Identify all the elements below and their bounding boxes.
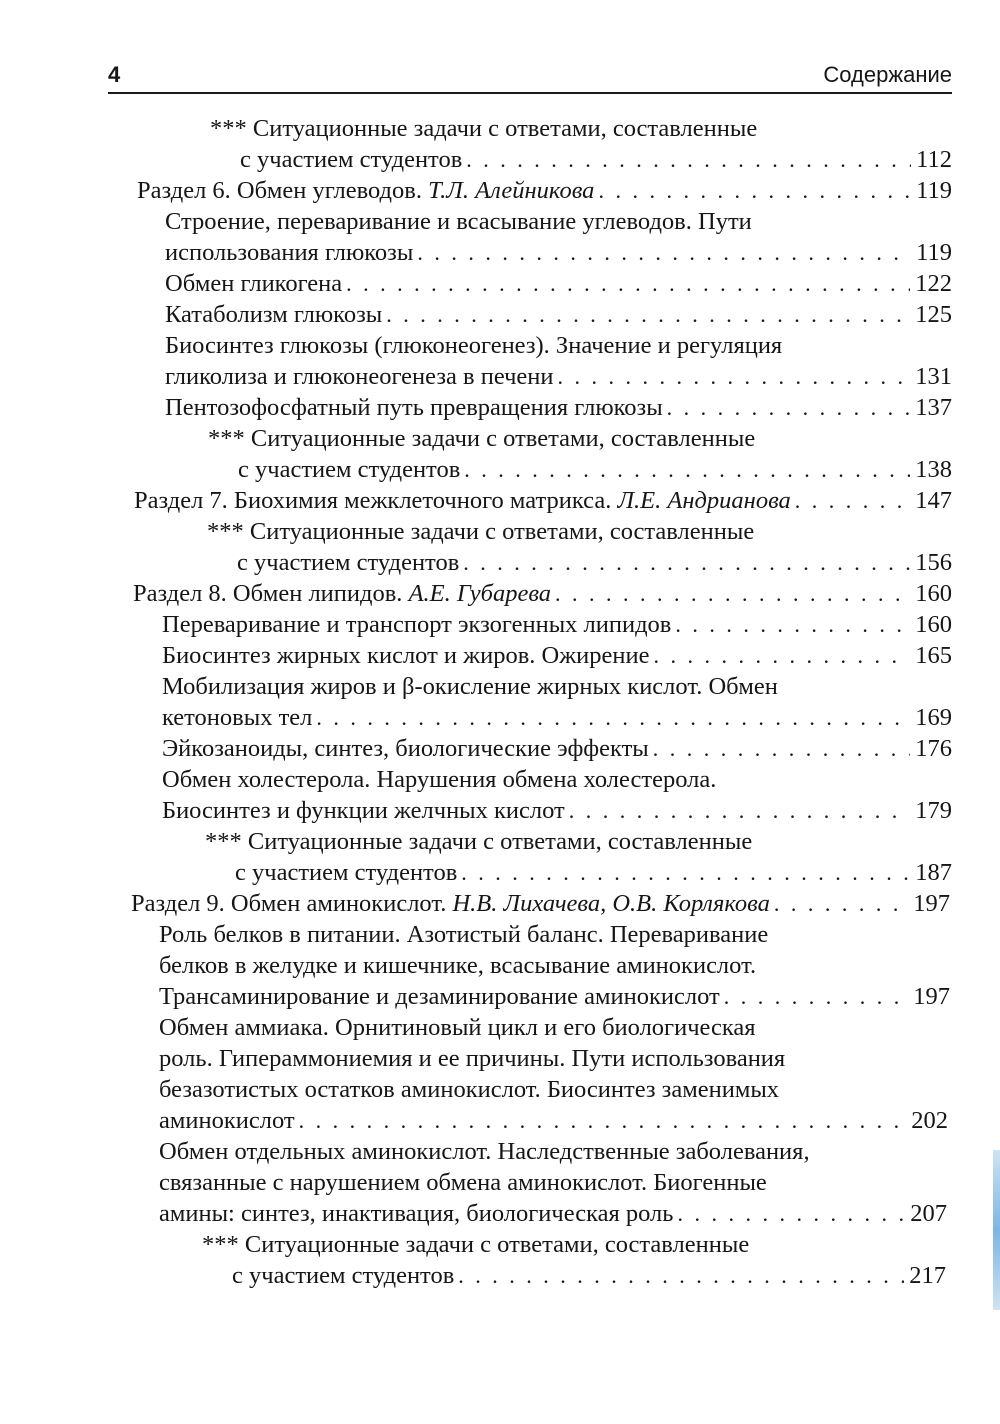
toc-entry-text: безазотистых остатков аминокислот. Биосинтез заменимых — [159, 1076, 780, 1103]
toc-entry-text: кетоновых тел — [162, 704, 313, 731]
toc-line — [162, 609, 952, 640]
toc-entry-text: амины: синтез, инактивация, биологическая роль — [159, 1200, 674, 1227]
toc-entry-title — [165, 299, 382, 330]
toc-page-number[interactable]: 207 — [910, 1200, 947, 1227]
toc-line — [165, 330, 782, 361]
dot-leader — [463, 547, 910, 578]
dot-leader — [417, 237, 911, 268]
toc-line — [162, 795, 952, 826]
toc-line — [237, 547, 952, 578]
dot-leader — [299, 1105, 907, 1136]
toc-page-number[interactable]: 119 — [916, 239, 952, 266]
toc-entry-title — [159, 1198, 673, 1229]
toc-page-number[interactable]: 217 — [909, 1262, 946, 1289]
page-edge-mark — [993, 1150, 1000, 1310]
toc-author: А.Е. Губарева — [408, 580, 552, 607]
toc-entry-title — [159, 952, 756, 979]
toc-entry-title — [137, 175, 594, 206]
page-number: 4 — [108, 62, 121, 87]
toc-page-number[interactable]: 156 — [915, 549, 952, 576]
toc-line — [232, 1260, 946, 1291]
toc-entry-title — [159, 1045, 785, 1072]
toc-page-number[interactable]: 169 — [915, 704, 952, 731]
toc-entry-title — [133, 578, 551, 609]
toc-entry-title — [131, 888, 770, 919]
dot-leader — [386, 299, 910, 330]
toc-line — [238, 454, 952, 485]
dot-leader — [675, 609, 910, 640]
toc-entry-title — [165, 361, 554, 392]
dot-leader — [667, 392, 911, 423]
toc-line — [162, 702, 952, 733]
dot-leader — [774, 888, 908, 919]
toc-entry-text: гликолиза и глюконеогенеза в печени — [165, 363, 554, 390]
toc-entry-text: Обмен аммиака. Орнитиновый цикл и его биологическая — [159, 1014, 756, 1041]
toc-line — [159, 1198, 947, 1229]
toc-page-number[interactable]: 138 — [915, 456, 952, 483]
toc-entry-text: использования глюкозы — [165, 239, 414, 266]
dot-leader — [458, 1260, 904, 1291]
toc-entry-text: Раздел 7. Биохимия межклеточного матрикса. — [134, 487, 612, 514]
toc-page-number[interactable]: 112 — [916, 146, 952, 173]
toc-line — [205, 826, 752, 857]
toc-entry-title — [159, 981, 720, 1012]
toc-entry-text: Обмен гликогена — [165, 270, 343, 297]
toc-entry-text: Пентозофосфатный путь превращения глюкозы — [165, 394, 663, 421]
dot-leader — [555, 578, 910, 609]
toc-entry-title — [208, 425, 755, 452]
toc-entry-text: *** Ситуационные задачи с ответами, составленные — [210, 115, 758, 142]
toc-entry-text: *** Ситуационные задачи с ответами, составленные — [202, 1231, 750, 1258]
toc-entry-title — [159, 1076, 779, 1103]
toc-entry-title — [162, 640, 649, 671]
dot-leader — [653, 640, 910, 671]
toc-line — [159, 1012, 756, 1043]
toc-line — [162, 764, 716, 795]
toc-line — [159, 919, 768, 950]
dot-leader — [316, 702, 910, 733]
toc-entry-text: Биосинтез глюкозы (глюконеогенез). Значение и регуляция — [165, 332, 783, 359]
dot-leader — [677, 1198, 905, 1229]
toc-entry-title — [159, 1105, 295, 1136]
running-header — [108, 58, 952, 94]
toc-entry-title — [159, 1014, 756, 1041]
toc-line — [162, 671, 778, 702]
toc-entry-text: Раздел 8. Обмен липидов. — [133, 580, 403, 607]
toc-line — [133, 578, 952, 609]
toc-line — [165, 268, 952, 299]
toc-entry-title — [165, 237, 413, 268]
toc-line — [134, 485, 952, 516]
toc-entry-text: Обмен отдельных аминокислот. Наследственные заболевания, — [159, 1138, 810, 1165]
toc-line — [208, 423, 755, 454]
toc-entry-text: Мобилизация жиров и β-окисление жирных кислот. Обмен — [162, 673, 778, 700]
toc-line — [165, 206, 752, 237]
toc-entry-title — [202, 1231, 749, 1258]
toc-entry-text: Обмен холестерола. Нарушения обмена холестерола. — [162, 766, 717, 793]
toc-entry-text: с участием студентов — [240, 146, 463, 173]
toc-entry-title — [159, 1169, 767, 1196]
toc-entry-title — [232, 1260, 454, 1291]
toc-line — [131, 888, 950, 919]
toc-line — [162, 733, 952, 764]
toc-entry-title — [134, 485, 791, 516]
toc-line — [159, 1043, 785, 1074]
toc-page-number[interactable]: 187 — [915, 859, 952, 886]
toc-entry-text: Биосинтез и функции желчных кислот — [162, 797, 565, 824]
toc-entry-text: *** Ситуационные задачи с ответами, составленные — [207, 518, 755, 545]
toc-entry-title — [159, 1138, 810, 1165]
toc-line — [202, 1229, 749, 1260]
toc-entry-text: с участием студентов — [235, 859, 458, 886]
toc-page-number[interactable]: 137 — [915, 394, 952, 421]
toc-entry-text: Трансаминирование и дезаминирование аминокислот — [159, 983, 720, 1010]
toc-line — [159, 981, 950, 1012]
dot-leader — [598, 175, 911, 206]
dot-leader — [464, 454, 910, 485]
toc-author: Н.В. Лихачева, О.В. Корлякова — [452, 890, 770, 917]
toc-entry-title — [165, 208, 752, 235]
dot-leader — [461, 857, 910, 888]
toc-entry-title — [162, 609, 671, 640]
toc-entry-title — [237, 547, 459, 578]
toc-line — [159, 1167, 767, 1198]
toc-page-number[interactable]: 160 — [915, 580, 952, 607]
toc-page-number[interactable]: 131 — [915, 363, 952, 390]
toc-entry-title — [207, 518, 754, 545]
toc-page-number[interactable]: 179 — [915, 797, 952, 824]
toc-entry-title — [162, 795, 565, 826]
toc-entry-title — [165, 332, 782, 359]
toc-author: Л.Е. Андрианова — [617, 487, 791, 514]
toc-entry-text: с участием студентов — [232, 1262, 455, 1289]
toc-entry-text: связанные с нарушением обмена аминокислот. Биогенные — [159, 1169, 767, 1196]
dot-leader — [569, 795, 910, 826]
toc-line — [165, 392, 952, 423]
toc-entry-title — [162, 766, 716, 793]
toc-entry-text: *** Ситуационные задачи с ответами, составленные — [205, 828, 753, 855]
toc-entry-title — [240, 144, 462, 175]
toc-entry-text: Роль белков в питании. Азотистый баланс. Переваривание — [159, 921, 769, 948]
toc-page-number[interactable]: 165 — [915, 642, 952, 669]
toc-line — [159, 1105, 948, 1136]
toc-page-number[interactable]: 176 — [915, 735, 952, 762]
toc-line — [165, 299, 952, 330]
toc-entry-title — [205, 828, 752, 855]
dot-leader — [558, 361, 911, 392]
toc-entry-title — [235, 857, 457, 888]
toc-page-number[interactable]: 125 — [915, 301, 952, 328]
toc-page-number[interactable]: 122 — [915, 270, 952, 297]
toc-entry-text: Строение, переваривание и всасывание углеводов. Пути — [165, 208, 752, 235]
toc-page-number[interactable]: 202 — [911, 1107, 948, 1134]
toc-entry-text: Катаболизм глюкозы — [165, 301, 383, 328]
toc-entry-text: Эйкозаноиды, синтез, биологические эффекты — [162, 735, 649, 762]
toc-entry-text: Раздел 9. Обмен аминокислот. — [131, 890, 447, 917]
toc-page-number[interactable]: 197 — [913, 983, 950, 1010]
toc-entry-title — [162, 702, 312, 733]
toc-line — [159, 1136, 810, 1167]
dot-leader — [653, 733, 911, 764]
toc-line — [207, 516, 754, 547]
toc-entry-text: аминокислот — [159, 1107, 295, 1134]
toc-entry-title — [162, 733, 649, 764]
dot-leader — [795, 485, 910, 516]
toc-entry-text: Переваривание и транспорт экзогенных липидов — [162, 611, 672, 638]
dot-leader — [346, 268, 910, 299]
toc-page-number[interactable]: 160 — [915, 611, 952, 638]
toc-author: Т.Л. Алейникова — [428, 177, 595, 204]
dot-leader — [724, 981, 909, 1012]
toc-entry-text: с участием студентов — [238, 456, 461, 483]
toc-entry-title — [159, 921, 768, 948]
toc-page-number[interactable]: 197 — [913, 890, 950, 917]
toc-entry-title — [162, 673, 778, 700]
toc-page-number[interactable]: 147 — [915, 487, 952, 514]
toc-line — [235, 857, 952, 888]
toc-line — [159, 1074, 779, 1105]
toc-page-number[interactable]: 119 — [916, 177, 952, 204]
toc-line — [165, 237, 952, 268]
toc-entry-title — [165, 392, 663, 423]
toc-line — [240, 144, 952, 175]
toc-entry-title — [238, 454, 460, 485]
toc-entry-text: с участием студентов — [237, 549, 460, 576]
toc-line — [210, 113, 757, 144]
section-title: Содержание — [823, 62, 952, 87]
toc-entry-text: *** Ситуационные задачи с ответами, составленные — [208, 425, 756, 452]
toc-entry-text: Биосинтез жирных кислот и жиров. Ожирение — [162, 642, 650, 669]
toc-entry-title — [165, 268, 342, 299]
toc-entry-text: Раздел 6. Обмен углеводов. — [137, 177, 422, 204]
toc-line — [137, 175, 952, 206]
toc-line — [159, 950, 756, 981]
toc-line — [165, 361, 952, 392]
toc-entry-text: белков в желудке и кишечнике, всасывание аминокислот. — [159, 952, 757, 979]
dot-leader — [466, 144, 911, 175]
toc-entry-text: роль. Гипераммониемия и ее причины. Пути использования — [159, 1045, 786, 1072]
toc-line — [162, 640, 952, 671]
toc-entry-title — [210, 115, 757, 142]
